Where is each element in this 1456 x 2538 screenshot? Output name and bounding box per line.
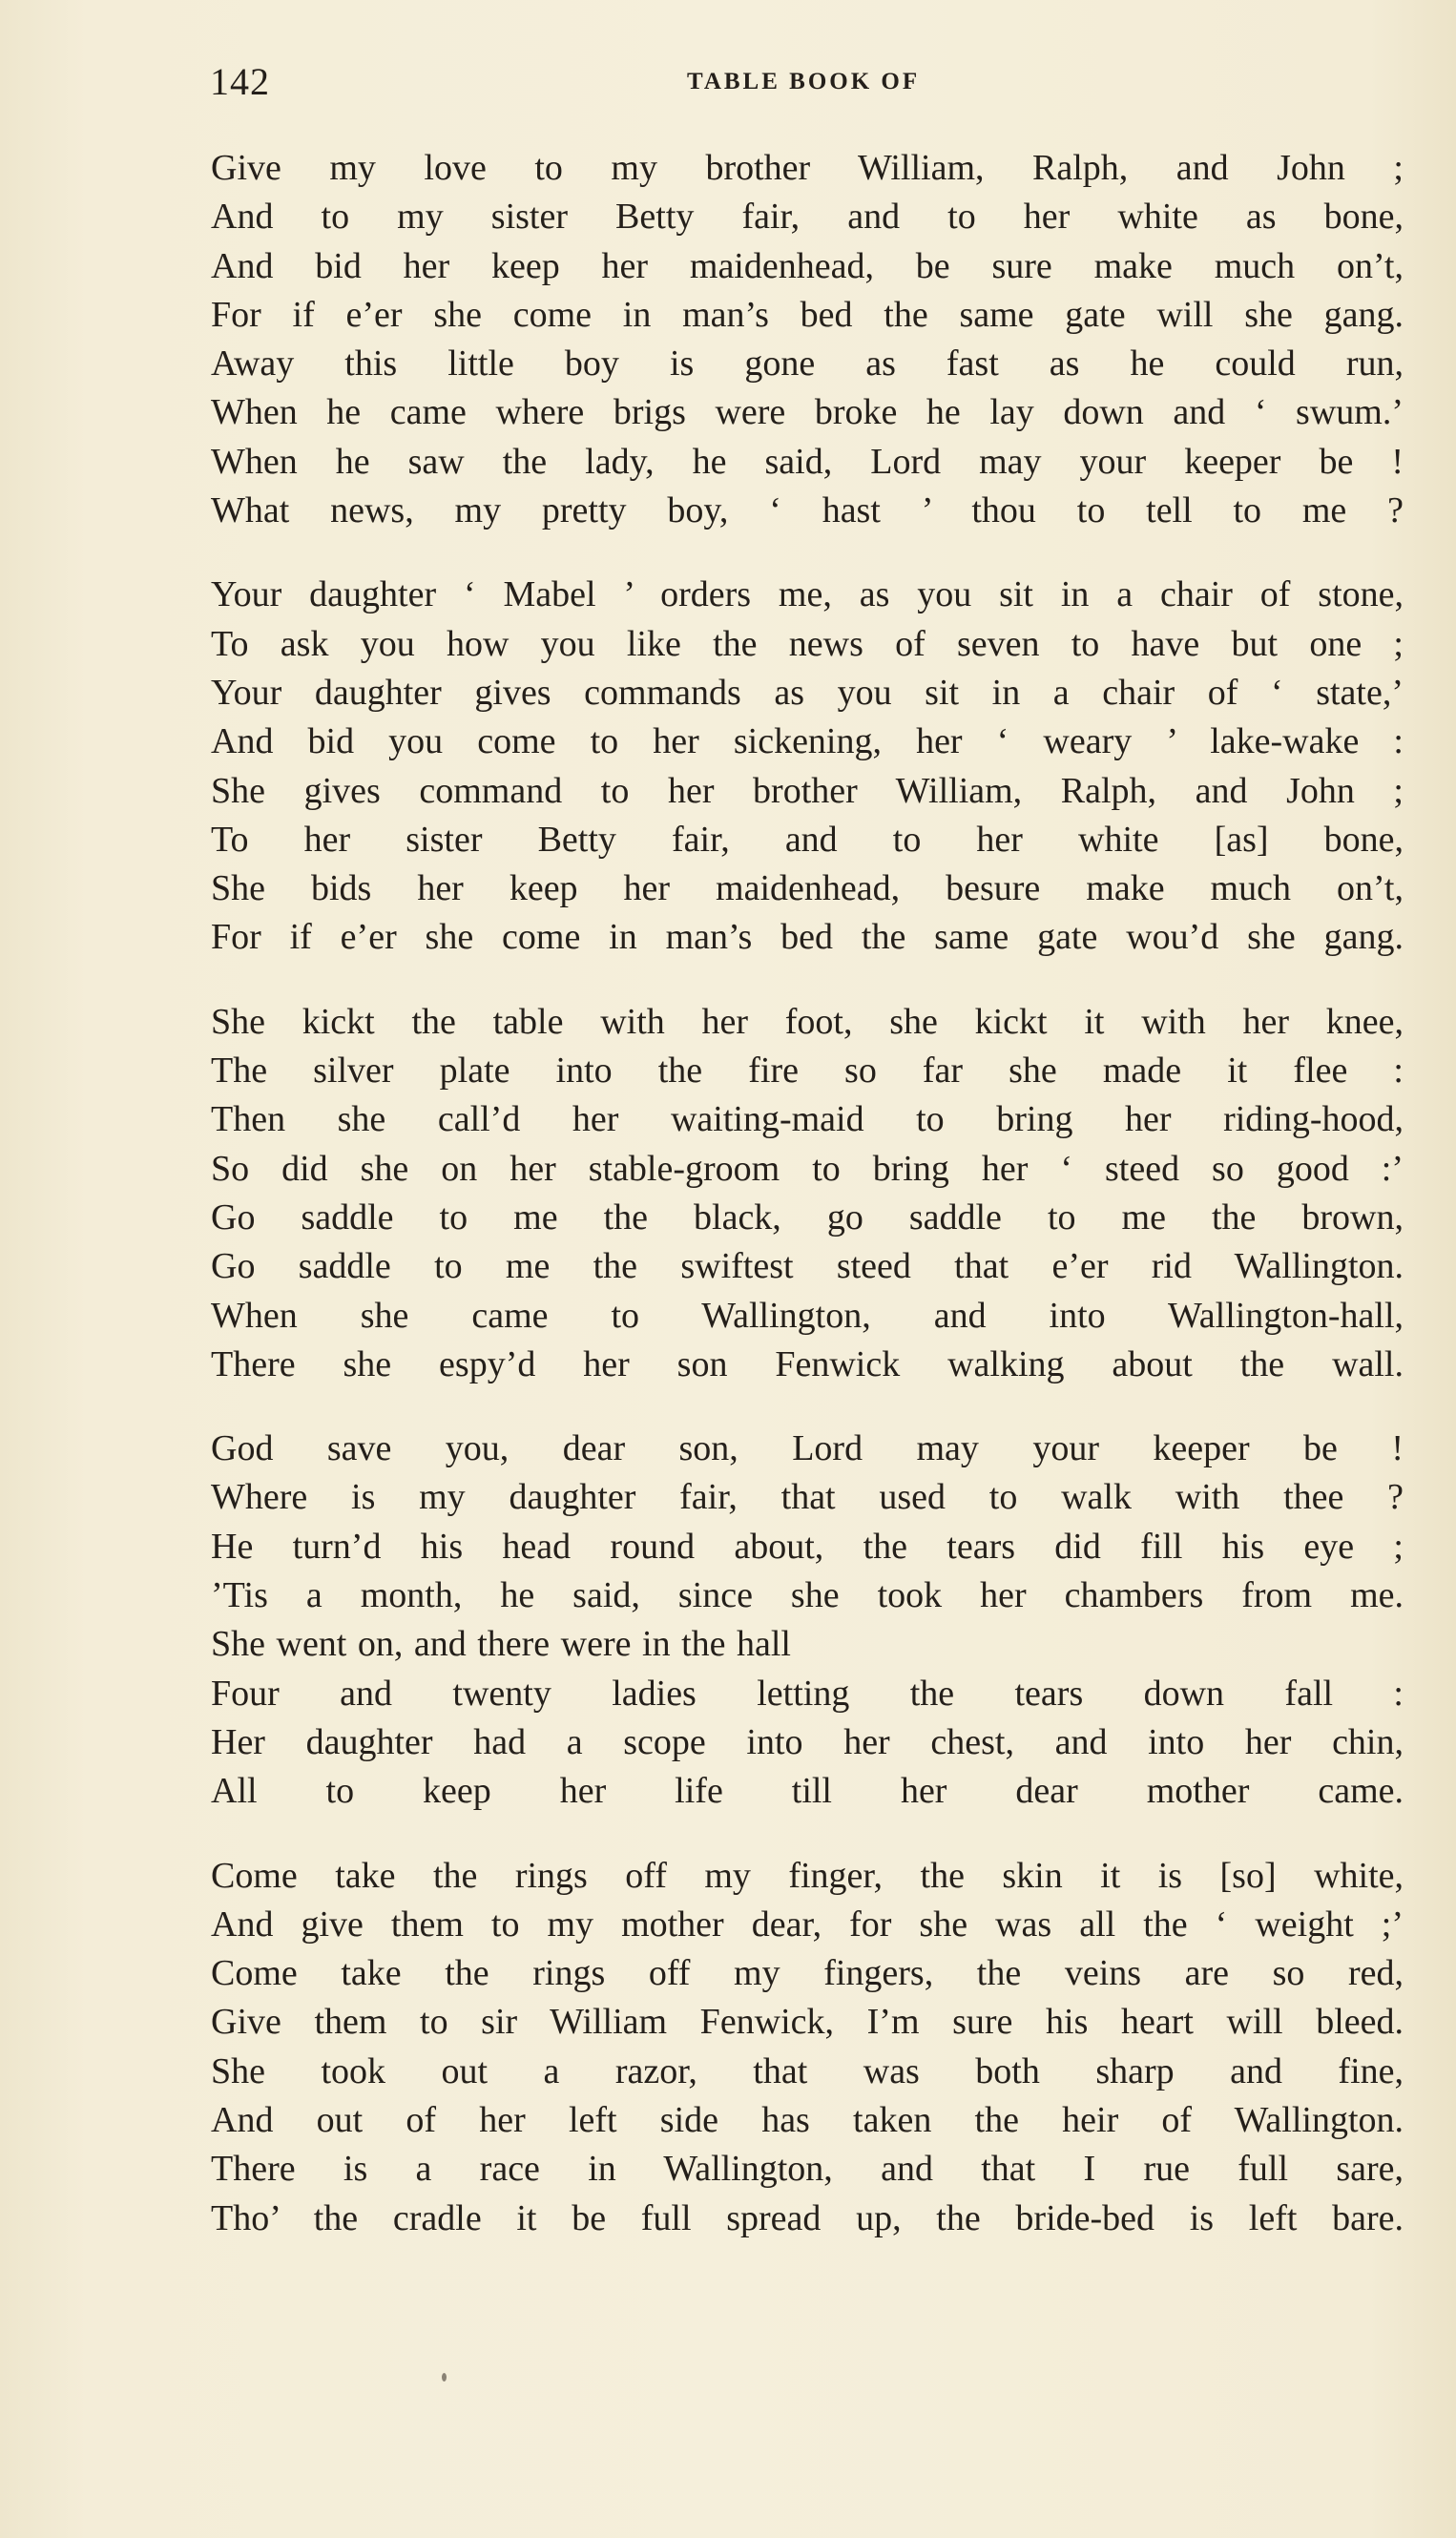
- poem-line: Go saddle to me the black, go saddle to me the brown,: [211, 1196, 1404, 1238]
- poem-line: ’Tis a month, he said, since she took her chambers from me.: [211, 1575, 1404, 1616]
- poem-line: She kickt the table with her foot, she kickt it with her knee,: [211, 1001, 1404, 1042]
- poem-line: Then she call’d her waiting-maid to bring her riding-hood,: [211, 1099, 1404, 1140]
- poem-line: And bid you come to her sickening, her ‘ weary ’ lake-wake :: [211, 721, 1404, 762]
- poem-line: And bid her keep her maidenhead, be sure make much on’t,: [211, 245, 1404, 286]
- stanza-3: [211, 998, 1404, 1389]
- poem-line: God save you, dear son, Lord may your keeper be !: [211, 1428, 1404, 1469]
- running-head: [0, 59, 1456, 116]
- poem-line: When he came where brigs were broke he lay down and ‘ swum.’: [211, 392, 1404, 433]
- poem-line: He turn’d his head round about, the tears did fill his eye ;: [211, 1526, 1404, 1567]
- poem-line: When she came to Wallington, and into Wallington-hall,: [211, 1295, 1404, 1336]
- poem-line: Four and twenty ladies letting the tears down fall :: [211, 1673, 1404, 1714]
- poem-line: She went on, and there were in the hall: [211, 1624, 791, 1665]
- poem-body: [211, 144, 1404, 2278]
- poem-line: Your daughter ‘ Mabel ’ orders me, as you sit in a chair of stone,: [211, 574, 1404, 615]
- poem-line: The silver plate into the fire so far she made it flee :: [211, 1051, 1404, 1092]
- poem-line: For if e’er she come in man’s bed the same gate wou’d she gang.: [211, 917, 1404, 958]
- poem-line: When he saw the lady, he said, Lord may your keeper be !: [211, 441, 1404, 482]
- running-title: TABLE BOOK OF: [687, 69, 921, 94]
- poem-line: Her daughter had a scope into her chest, and into her chin,: [211, 1721, 1404, 1762]
- poem-line: What news, my pretty boy, ‘ hast ’ thou to tell to me ?: [211, 490, 1404, 531]
- poem-line: She took out a razor, that was both sharp and fine,: [211, 2050, 1404, 2091]
- poem-line: Where is my daughter fair, that used to walk with thee ?: [211, 1477, 1404, 1518]
- poem-line: There she espy’d her son Fenwick walking about the wall.: [211, 1343, 1404, 1384]
- poem-line: Away this little boy is gone as fast as he could run,: [211, 343, 1404, 385]
- stanza-1: [211, 144, 1404, 535]
- poem-line: So did she on her stable-groom to bring her ‘ steed so good :’: [211, 1148, 1404, 1189]
- poem-line: Come take the rings off my finger, the skin it is [so] white,: [211, 1855, 1404, 1896]
- poem-line: And give them to my mother dear, for she was all the ‘ weight ;’: [211, 1904, 1404, 1945]
- poem-line: To her sister Betty fair, and to her white [as] bone,: [211, 819, 1404, 860]
- page-number: 142: [210, 60, 270, 103]
- poem-line: Give them to sir William Fenwick, I’m sure his heart will bleed.: [211, 2002, 1404, 2043]
- stanza-2: [211, 571, 1404, 962]
- poem-line: Your daughter gives commands as you sit in a chair of ‘ state,’: [211, 672, 1404, 713]
- poem-line: For if e’er she come in man’s bed the same gate will she gang.: [211, 294, 1404, 335]
- stanza-5: [211, 1852, 1404, 2243]
- poem-line: Tho’ the cradle it be full spread up, the bride-bed is left bare.: [211, 2197, 1404, 2238]
- poem-line: She gives command to her brother William, Ralph, and John ;: [211, 770, 1404, 811]
- ink-speck: [442, 2373, 447, 2382]
- poem-line: And to my sister Betty fair, and to her white as bone,: [211, 197, 1404, 238]
- poem-line: Go saddle to me the swiftest steed that e’er rid Wallington.: [211, 1246, 1404, 1287]
- poem-line: There is a race in Wallington, and that I rue full sare,: [211, 2149, 1404, 2190]
- stanza-4: [211, 1425, 1404, 1816]
- poem-line: All to keep her life till her dear mother came.: [211, 1771, 1404, 1812]
- poem-line: To ask you how you like the news of seven to have but one ;: [211, 623, 1404, 664]
- poem-line: Give my love to my brother William, Ralph, and John ;: [211, 148, 1404, 188]
- poem-line: Come take the rings off my fingers, the veins are so red,: [211, 1953, 1404, 1994]
- poem-line: She bids her keep her maidenhead, besure make much on’t,: [211, 868, 1404, 909]
- poem-line: And out of her left side has taken the heir of Wallington.: [211, 2099, 1404, 2140]
